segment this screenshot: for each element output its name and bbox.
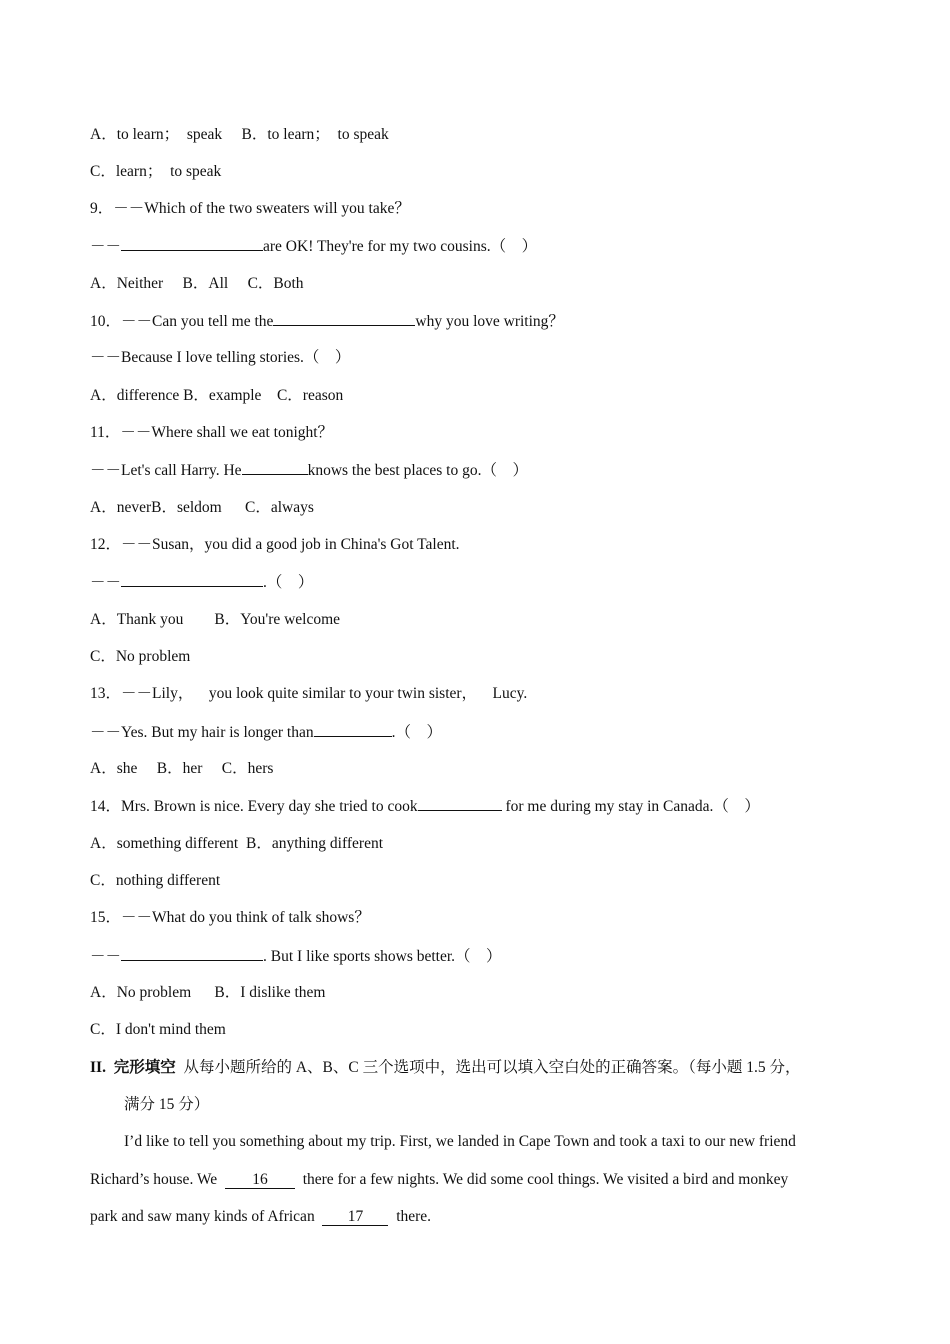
q12-ans-prefix: －－ <box>90 574 122 591</box>
q14-stem-line <box>90 796 760 817</box>
q9-blank <box>121 236 263 251</box>
q9-ans-suffix: are OK! They're for my two cousins.（ ） <box>263 238 538 255</box>
passage-line-2 <box>90 1170 788 1190</box>
q12-answer-line <box>90 572 313 593</box>
q15-blank <box>121 946 263 961</box>
q8-options-ab: A．to learn； speak B．to learn； to speak <box>90 126 389 143</box>
passage-line-3 <box>90 1207 431 1227</box>
q10-answer: －－Because I love telling stories.（ ） <box>90 349 351 366</box>
q11-answer-line <box>90 460 528 481</box>
q15-option-c: C．I don't mind them <box>90 1021 226 1038</box>
q11-options: A．neverB．seldom C．always <box>90 499 314 516</box>
q14-blank <box>418 796 502 811</box>
q13-ans-prefix: －－Yes. But my hair is longer than <box>90 724 314 741</box>
q13-answer-line <box>90 722 442 743</box>
blank-17: 17 <box>322 1209 388 1226</box>
q11-blank <box>242 460 308 475</box>
blank-16: 16 <box>225 1172 295 1189</box>
q12-option-c: C．No problem <box>90 648 191 665</box>
passage-line-2-suffix: there for a few nights. We did some cool things. We visited a bird and monkey <box>294 1171 789 1188</box>
passage-line-1: I’d like to tell you something about my trip. First, we landed in Cape Town and took a taxi to our new friend <box>124 1133 796 1150</box>
q14-stem-suffix: for me during my stay in Canada.（ ） <box>501 798 760 815</box>
q9-stem: 9．－－Which of the two sweaters will you take？ <box>90 200 410 217</box>
q15-options-ab: A．No problem B．I dislike them <box>90 984 326 1001</box>
q15-stem: 15．－－What do you think of talk shows？ <box>90 909 370 926</box>
q9-options: A．Neither B．All C．Both <box>90 275 304 292</box>
passage-line-3-prefix: park and saw many kinds of African <box>90 1208 323 1225</box>
q8-option-c: C．learn； to speak <box>90 163 222 180</box>
section2-heading: II. 完形填空 <box>90 1059 176 1076</box>
q13-ans-suffix: .（ ） <box>391 724 442 741</box>
q10-options: A．difference B．example C．reason <box>90 387 344 404</box>
q13-blank <box>314 722 392 737</box>
q9-ans-prefix: －－ <box>90 238 122 255</box>
q12-stem: 12．－－Susan，you did a good job in China's Got Talent. <box>90 536 460 553</box>
passage-line-3-suffix: there. <box>388 1208 432 1225</box>
section2-instruction: 从每小题所给的 A、B、C 三个选项中，选出可以填入空白处的正确答案。（每小题 1.5 分， <box>175 1059 801 1076</box>
q14-options-ab: A．something different B．anything different <box>90 835 384 852</box>
section2-heading-line <box>90 1058 800 1078</box>
section2-instruction-cont: 满分 15 分） <box>124 1096 210 1113</box>
q14-option-c: C．nothing different <box>90 872 221 889</box>
q10-blank <box>273 311 415 326</box>
q9-answer-line <box>90 236 537 257</box>
q11-ans-prefix: －－Let's call Harry. He <box>90 462 242 479</box>
q10-stem-prefix: 10．－－Can you tell me the <box>90 313 274 330</box>
q12-options-ab: A．Thank you B．You're welcome <box>90 611 341 628</box>
q15-ans-prefix: －－ <box>90 948 122 965</box>
q11-stem: 11．－－Where shall we eat tonight？ <box>90 424 334 441</box>
q10-stem-suffix: why you love writing？ <box>415 313 564 330</box>
q10-stem-line <box>90 311 564 332</box>
q13-stem: 13．－－Lily， you look quite similar to your twin sister， Lucy. <box>90 685 528 702</box>
q15-answer-line <box>90 946 502 967</box>
q14-stem-prefix: 14．Mrs. Brown is nice. Every day she tried to cook <box>90 798 418 815</box>
q11-ans-suffix: knows the best places to go.（ ） <box>307 462 528 479</box>
q15-ans-suffix: . But I like sports shows better.（ ） <box>263 948 502 965</box>
q12-blank <box>121 572 263 587</box>
q12-ans-suffix: .（ ） <box>263 574 314 591</box>
passage-line-2-prefix: Richard’s house. We <box>90 1171 225 1188</box>
q13-options: A．she B．her C．hers <box>90 760 274 777</box>
